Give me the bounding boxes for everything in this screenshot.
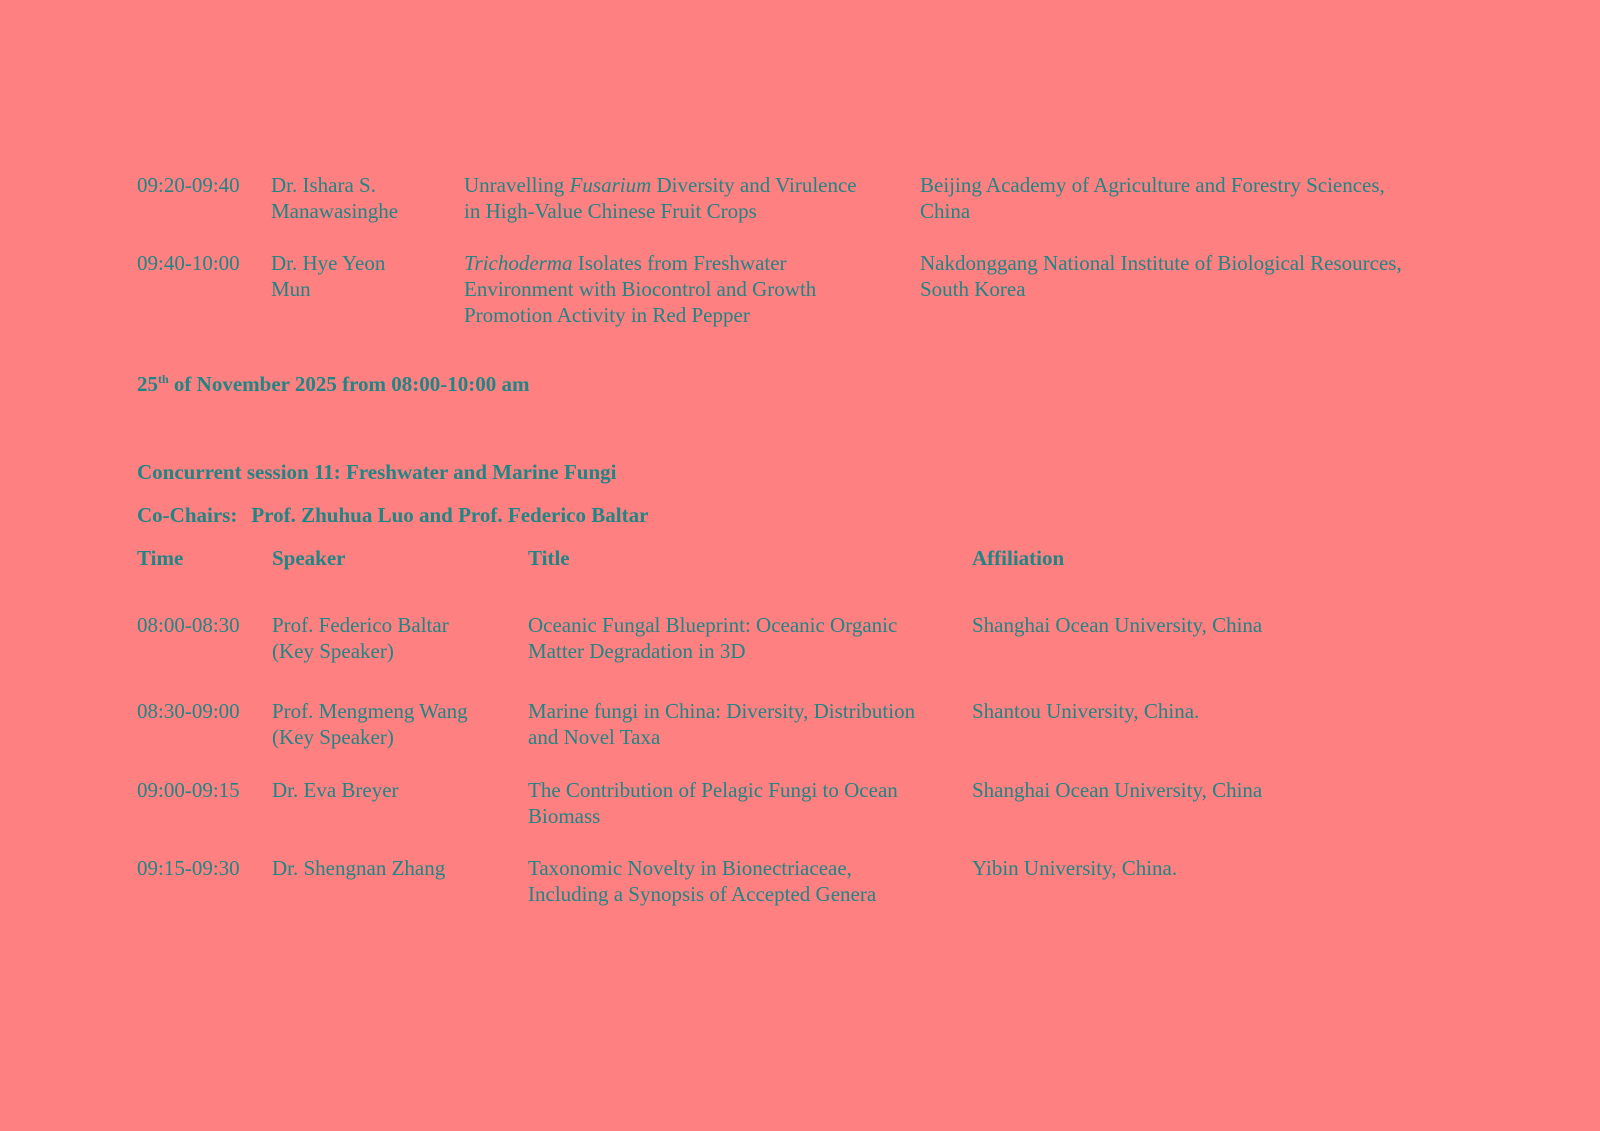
title-line: Oceanic Fungal Blueprint: Oceanic Organic — [528, 613, 898, 637]
title-line — [464, 250, 816, 276]
affiliation-cell — [920, 172, 1385, 224]
title-text: Unravelling — [464, 173, 570, 197]
speaker-line: Prof. Mengmeng Wang — [272, 699, 468, 723]
time-cell: 08:00-08:30 — [137, 613, 240, 637]
title-genus: Trichoderma — [464, 251, 573, 275]
time-cell: 09:20-09:40 — [137, 173, 240, 197]
title-genus: Fusarium — [569, 173, 652, 197]
title-line — [464, 172, 857, 198]
cochairs-label: Co-Chairs: — [137, 503, 238, 527]
time-cell: 09:40-10:00 — [137, 251, 240, 275]
affiliation-cell: Shanghai Ocean University, China — [972, 613, 1263, 637]
title-line: The Contribution of Pelagic Fungi to Ocean — [528, 778, 898, 802]
speaker-cell: Dr. Shengnan Zhang — [272, 856, 446, 880]
date-day: 25 — [137, 372, 158, 396]
header-time: Time — [137, 546, 184, 570]
speaker-line: (Key Speaker) — [272, 639, 394, 663]
speaker-line: Manawasinghe — [271, 199, 399, 223]
time-cell: 09:15-09:30 — [137, 856, 240, 880]
title-line: Including a Synopsis of Accepted Genera — [528, 882, 877, 906]
speaker-cell: Dr. Eva Breyer — [272, 778, 399, 802]
title-text: Diversity and Virulence — [651, 173, 857, 197]
title-line: Taxonomic Novelty in Bionectriaceae, — [528, 856, 852, 880]
title-line: Environment with Biocontrol and Growth — [464, 277, 817, 301]
header-affiliation: Affiliation — [972, 546, 1065, 570]
time-cell: 08:30-09:00 — [137, 699, 240, 723]
session-date — [137, 371, 530, 397]
speaker-line: (Key Speaker) — [272, 725, 394, 749]
time-cell: 09:00-09:15 — [137, 778, 240, 802]
title-line: and Novel Taxa — [528, 725, 661, 749]
title-line: Promotion Activity in Red Pepper — [464, 303, 750, 327]
date-rest: of November 2025 from 08:00-10:00 am — [168, 372, 530, 396]
affiliation-cell: Shantou University, China. — [972, 699, 1200, 723]
header-title: Title — [528, 546, 570, 570]
cochairs-names: Prof. Zhuhua Luo and Prof. Federico Baltar — [251, 503, 649, 527]
affiliation-line: Nakdonggang National Institute of Biological Resources, — [920, 251, 1402, 275]
speaker-line: Dr. Ishara S. — [271, 173, 376, 197]
title-line: Matter Degradation in 3D — [528, 639, 746, 663]
speaker-cell — [272, 612, 449, 664]
title-cell — [464, 172, 857, 224]
date-suffix: th — [158, 372, 169, 386]
title-line: Biomass — [528, 804, 601, 828]
affiliation-line: China — [920, 199, 971, 223]
speaker-cell — [271, 172, 398, 224]
affiliation-cell: Shanghai Ocean University, China — [972, 778, 1263, 802]
speaker-cell — [272, 698, 468, 750]
title-line: in High-Value Chinese Fruit Crops — [464, 199, 757, 223]
session-title: Concurrent session 11: Freshwater and Marine Fungi — [137, 460, 617, 484]
header-speaker: Speaker — [272, 546, 346, 570]
speaker-cell — [271, 250, 385, 302]
affiliation-line: Beijing Academy of Agriculture and Forestry Sciences, — [920, 173, 1385, 197]
affiliation-line: South Korea — [920, 277, 1026, 301]
speaker-line: Dr. Hye Yeon — [271, 251, 386, 275]
title-cell — [528, 777, 898, 829]
title-cell — [528, 855, 876, 907]
title-text: Isolates from Freshwater — [572, 251, 787, 275]
title-cell — [528, 698, 915, 750]
title-cell — [464, 250, 816, 328]
affiliation-cell — [920, 250, 1402, 302]
affiliation-cell: Yibin University, China. — [972, 856, 1178, 880]
title-cell — [528, 612, 897, 664]
speaker-line: Prof. Federico Baltar — [272, 613, 449, 637]
speaker-line: Mun — [271, 277, 311, 301]
title-line: Marine fungi in China: Diversity, Distribution — [528, 699, 916, 723]
session-cochairs — [137, 502, 648, 528]
